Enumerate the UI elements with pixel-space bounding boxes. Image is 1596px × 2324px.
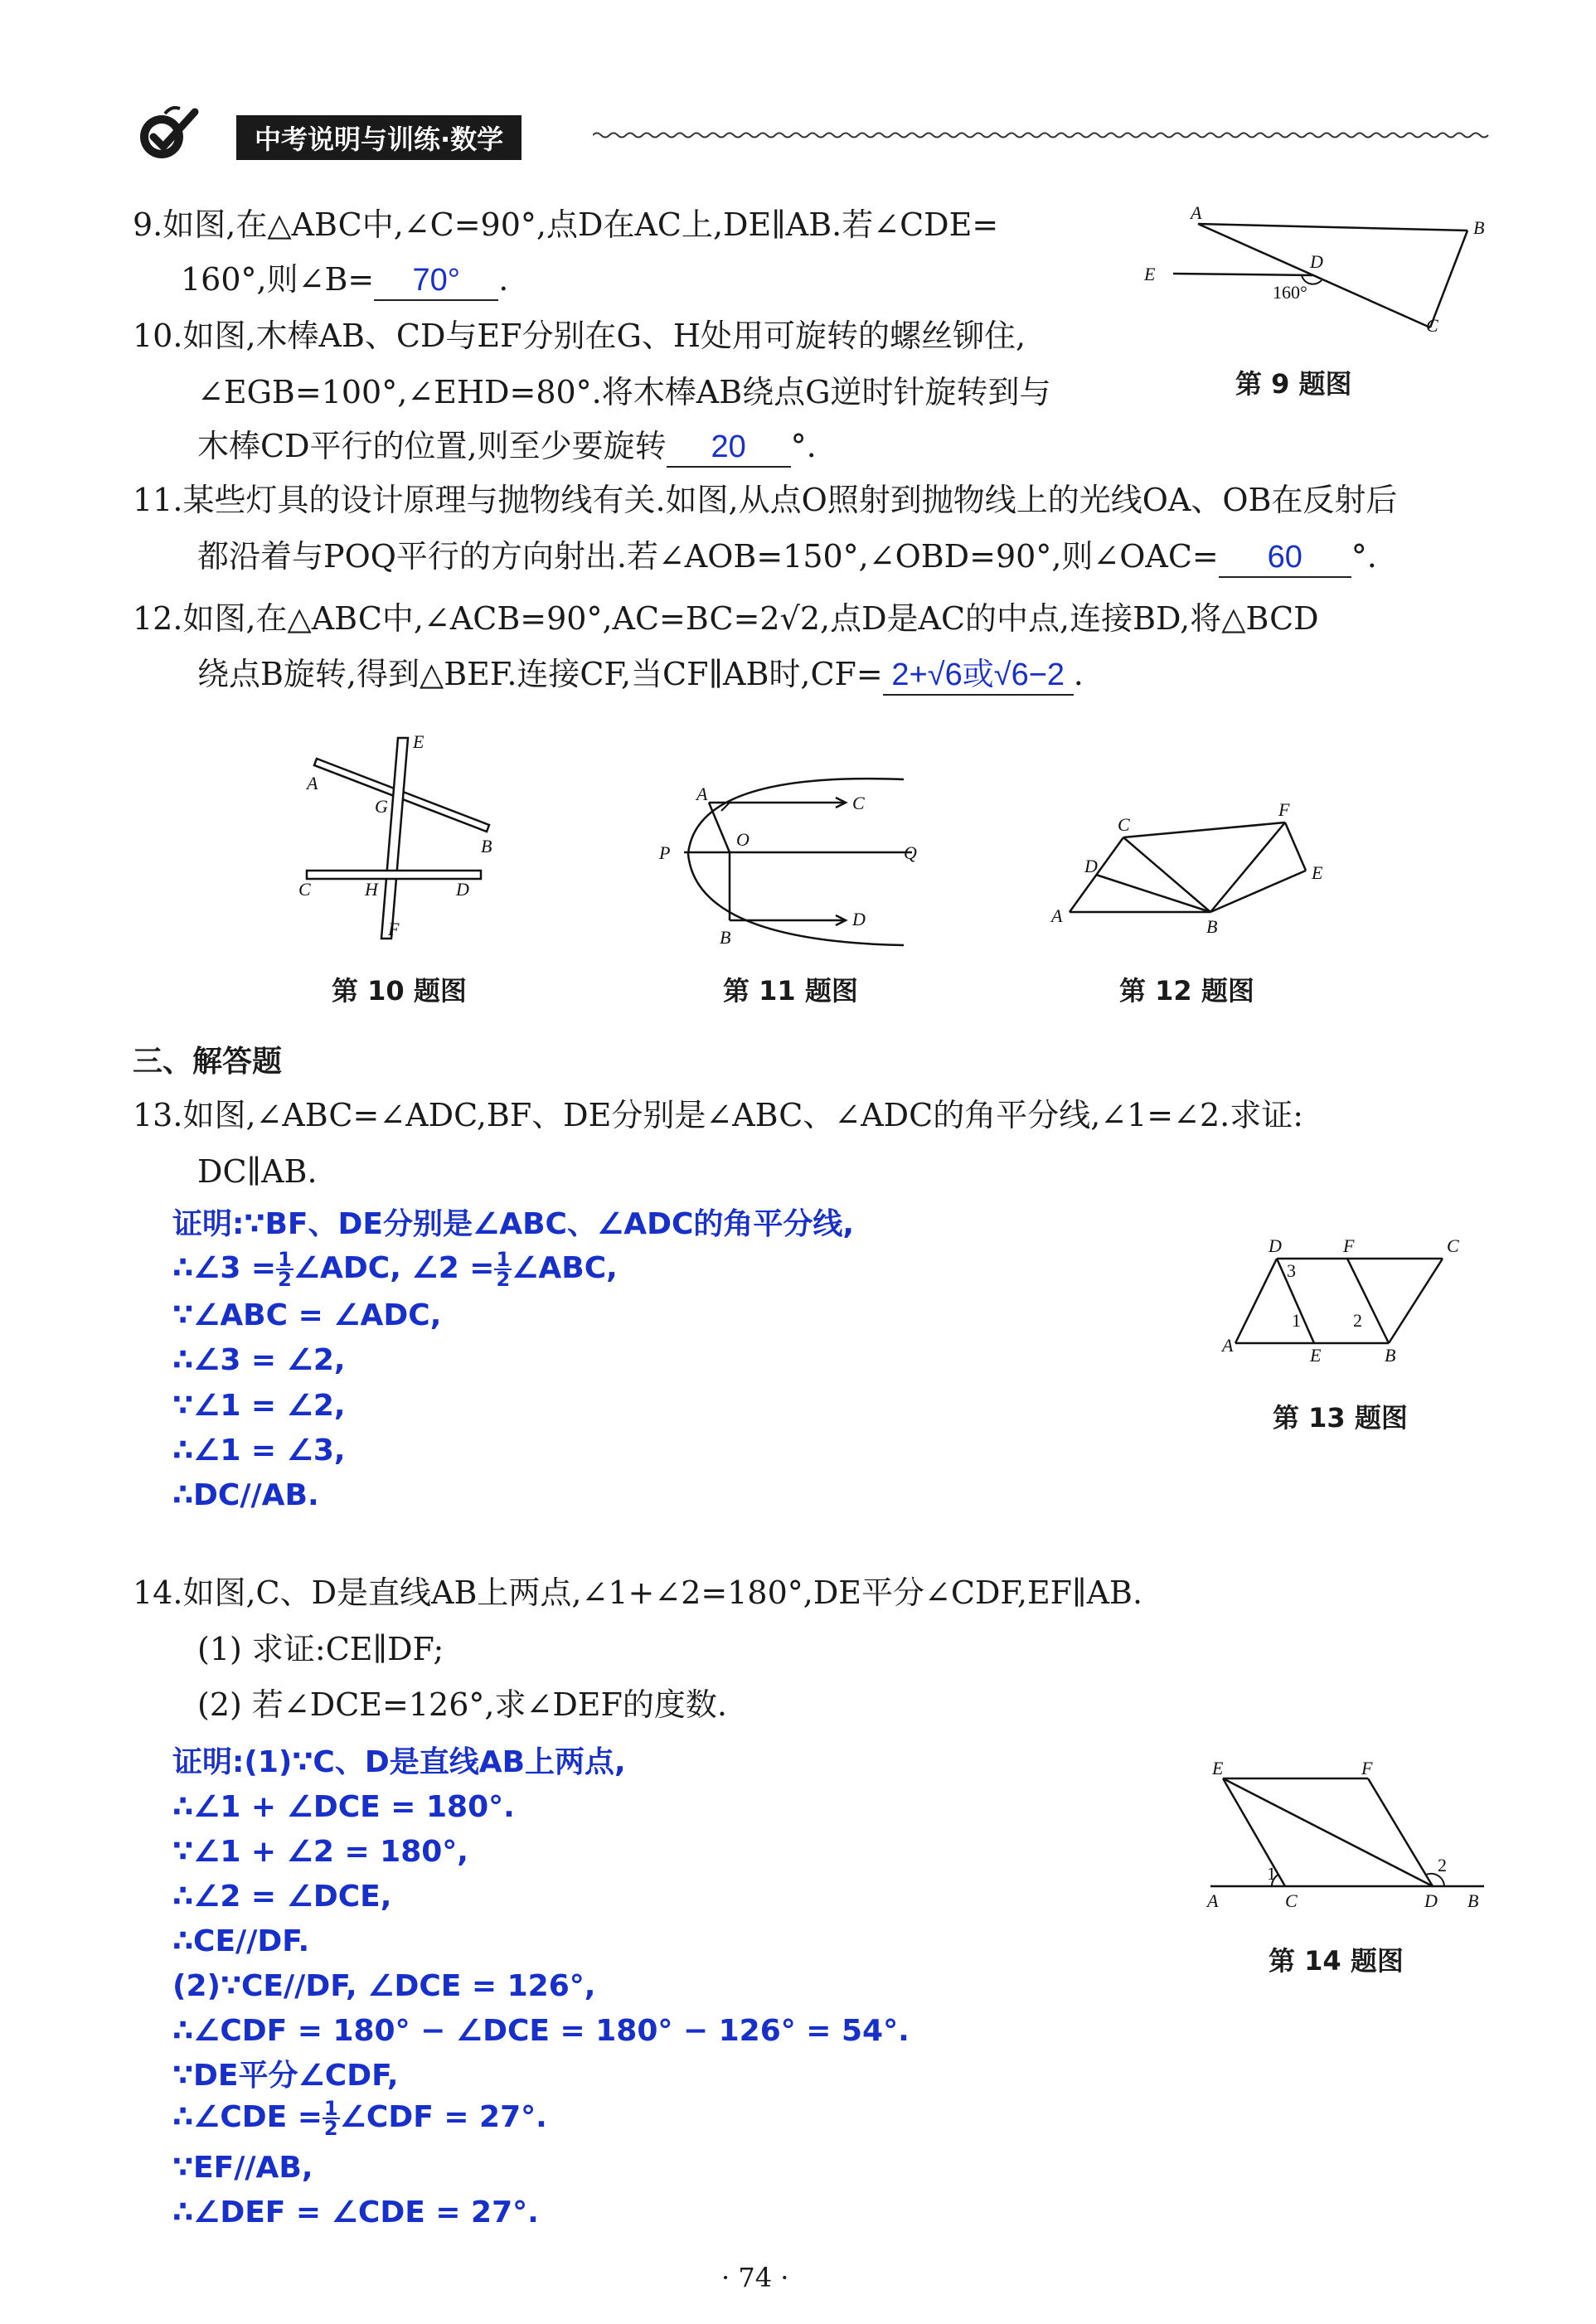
q12-answer: 2+√6或√6−2 <box>883 656 1074 696</box>
q10-answer: 20 <box>667 428 791 468</box>
q12-caption: 第 12 题图 <box>1119 975 1254 1007</box>
q13-line1: 13.如图,∠ABC=∠ADC,BF、DE分别是∠ABC、∠ADC的角平分线,∠1=∠2.求证: <box>133 1097 1304 1133</box>
q14-sol7: ∴∠CDF = 180° − ∠DCE = 180° − 126° = 54°. <box>172 2014 910 2048</box>
section-heading: 三、解答题 <box>133 1045 283 1079</box>
q13-sol3: ∵∠ABC = ∠ADC, <box>172 1298 442 1332</box>
svg-text:C: C <box>1118 814 1130 835</box>
svg-text:E: E <box>413 731 424 752</box>
svg-text:A: A <box>307 773 318 793</box>
svg-text:A: A <box>1051 905 1063 926</box>
header-wave-rule <box>593 129 1497 142</box>
svg-text:E: E <box>1310 1345 1322 1366</box>
svg-text:H: H <box>365 879 378 900</box>
svg-text:B: B <box>1473 217 1485 238</box>
svg-text:D: D <box>1424 1890 1438 1911</box>
svg-text:F: F <box>1343 1235 1355 1256</box>
svg-text:D: D <box>1310 251 1323 272</box>
q13-sol6: ∴∠1 = ∠3, <box>172 1434 346 1468</box>
svg-text:Q: Q <box>904 842 917 863</box>
svg-text:G: G <box>375 796 388 817</box>
q12-figure <box>1045 796 1335 945</box>
q11-line2: 都沿着与POQ平行的方向射出.若∠AOB=150°,∠OBD=90°,则∠OAC= 60 °. <box>197 537 1377 578</box>
q14-sol9: ∴∠CDE = $\frac{1}{2}$ ∠CDF = 27°. <box>172 2097 547 2140</box>
q9-answer: 70° <box>374 261 498 301</box>
q13-caption: 第 13 题图 <box>1273 1402 1408 1434</box>
svg-text:E: E <box>1212 1758 1224 1778</box>
svg-text:A: A <box>696 784 708 804</box>
q11-line1: 11.某些灯具的设计原理与抛物线有关.如图,从点O照射到抛物线上的光线OA、OB在反射后 <box>133 482 1398 518</box>
q13-figure <box>1210 1227 1484 1368</box>
q14-sol10: ∵EF//AB, <box>172 2151 313 2185</box>
svg-text:E: E <box>1144 264 1156 284</box>
q14-sol8: ∵DE平分∠CDF, <box>172 2059 399 2093</box>
q13-line2: DC∥AB. <box>197 1153 318 1190</box>
q14-sol11: ∴∠DEF = ∠CDE = 27°. <box>172 2195 539 2229</box>
q10-caption: 第 10 题图 <box>332 975 467 1007</box>
q10-line2: ∠EGB=100°,∠EHD=80°.将木棒AB绕点G逆时针旋转到与 <box>197 374 1051 410</box>
svg-text:C: C <box>1285 1890 1298 1911</box>
header-title: 中考说明与训练·数学 <box>236 115 521 160</box>
q14-caption: 第 14 题图 <box>1269 1945 1404 1977</box>
q14-figure <box>1202 1754 1492 1911</box>
svg-text:D: D <box>852 909 866 929</box>
svg-text:B: B <box>720 927 731 948</box>
header <box>129 104 1497 162</box>
svg-text:C: C <box>1447 1235 1459 1256</box>
q9-line2: 160°,则∠B= 70° . <box>181 260 508 301</box>
svg-text:F: F <box>388 919 400 939</box>
svg-text:3: 3 <box>1287 1260 1296 1281</box>
q10-line3: 木棒CD平行的位置,则至少要旋转 20 °. <box>197 427 817 468</box>
q13-sol7: ∴DC//AB. <box>172 1478 319 1512</box>
svg-text:D: D <box>1084 856 1098 876</box>
svg-text:B: B <box>1206 916 1218 937</box>
q9-figure <box>1136 199 1492 340</box>
q14-sol2: ∴∠1 + ∠DCE = 180°. <box>172 1790 515 1824</box>
q14-part2: (2) 若∠DCE=126°,求∠DEF的度数. <box>197 1686 727 1723</box>
q13-sol4: ∴∠3 = ∠2, <box>172 1343 346 1377</box>
svg-text:D: D <box>1269 1235 1282 1256</box>
q14-sol3: ∵∠1 + ∠2 = 180°, <box>172 1835 468 1869</box>
page-number: · 74 · <box>721 2262 789 2293</box>
q14-sol6: (2)∵CE//DF, ∠DCE = 126°, <box>172 1969 596 2003</box>
svg-text:C: C <box>852 793 865 813</box>
svg-text:2: 2 <box>1353 1310 1362 1331</box>
q13-sol5: ∵∠1 = ∠2, <box>172 1389 346 1423</box>
q14-part1: (1) 求证:CE∥DF; <box>197 1631 444 1667</box>
q13-frac-2: $\frac{1}{2}$ <box>496 1248 511 1291</box>
svg-text:1: 1 <box>1267 1863 1276 1884</box>
svg-text:B: B <box>1467 1890 1479 1911</box>
q14-sol4: ∴∠2 = ∠DCE, <box>172 1880 392 1914</box>
svg-text:O: O <box>736 829 749 850</box>
q9-line1: 9.如图,在△ABC中,∠C=90°,点D在AC上,DE∥AB.若∠CDE= <box>133 206 999 243</box>
svg-text:C: C <box>1426 315 1438 336</box>
svg-text:F: F <box>1361 1758 1373 1778</box>
svg-text:A: A <box>1207 1890 1219 1911</box>
q12-line2: 绕点B旋转,得到△BEF.连接CF,当CF∥AB时,CF= 2+√6或√6−2 . <box>197 655 1084 696</box>
svg-text:2: 2 <box>1438 1855 1447 1875</box>
q13-sol1: 证明:∵BF、DE分别是∠ABC、∠ADC的角平分线, <box>172 1207 855 1241</box>
q11-caption: 第 11 题图 <box>723 975 858 1007</box>
q9-caption: 第 9 题图 <box>1235 368 1352 400</box>
q14-sol5: ∴CE//DF. <box>172 1924 310 1958</box>
q14-frac: $\frac{1}{2}$ <box>323 2097 338 2140</box>
q13-frac-1: $\frac{1}{2}$ <box>278 1248 292 1291</box>
svg-text:1: 1 <box>1292 1310 1301 1331</box>
svg-text:C: C <box>298 879 311 900</box>
q14-sol1: 证明:(1)∵C、D是直线AB上两点, <box>172 1745 626 1779</box>
q14-line1: 14.如图,C、D是直线AB上两点,∠1+∠2=180°,DE平分∠CDF,EF∥AB. <box>133 1574 1143 1611</box>
svg-text:E: E <box>1312 862 1323 883</box>
svg-text:160°: 160° <box>1273 282 1307 303</box>
apple-check-logo <box>129 104 220 162</box>
svg-text:B: B <box>1385 1345 1396 1366</box>
q13-sol2: ∴∠3 = $\frac{1}{2}$ ∠ADC, ∠2 = $\frac{1}{2}$ ∠ABC, <box>172 1248 618 1291</box>
svg-text:F: F <box>1278 799 1290 820</box>
svg-text:P: P <box>659 842 671 863</box>
svg-text:D: D <box>456 879 469 900</box>
q11-answer: 60 <box>1219 538 1351 578</box>
q12-line1: 12.如图,在△ABC中,∠ACB=90°,AC=BC=2√2,点D是AC的中点,连接BD,将△BCD <box>133 600 1319 637</box>
svg-text:A: A <box>1222 1335 1234 1356</box>
q10-line1: 10.如图,木棒AB、CD与EF分别在G、H处用可旋转的螺丝铆住, <box>133 318 1026 354</box>
q11-figure <box>647 763 929 962</box>
svg-text:B: B <box>481 836 492 856</box>
q10-figure <box>298 730 497 953</box>
svg-text:A: A <box>1191 202 1202 223</box>
